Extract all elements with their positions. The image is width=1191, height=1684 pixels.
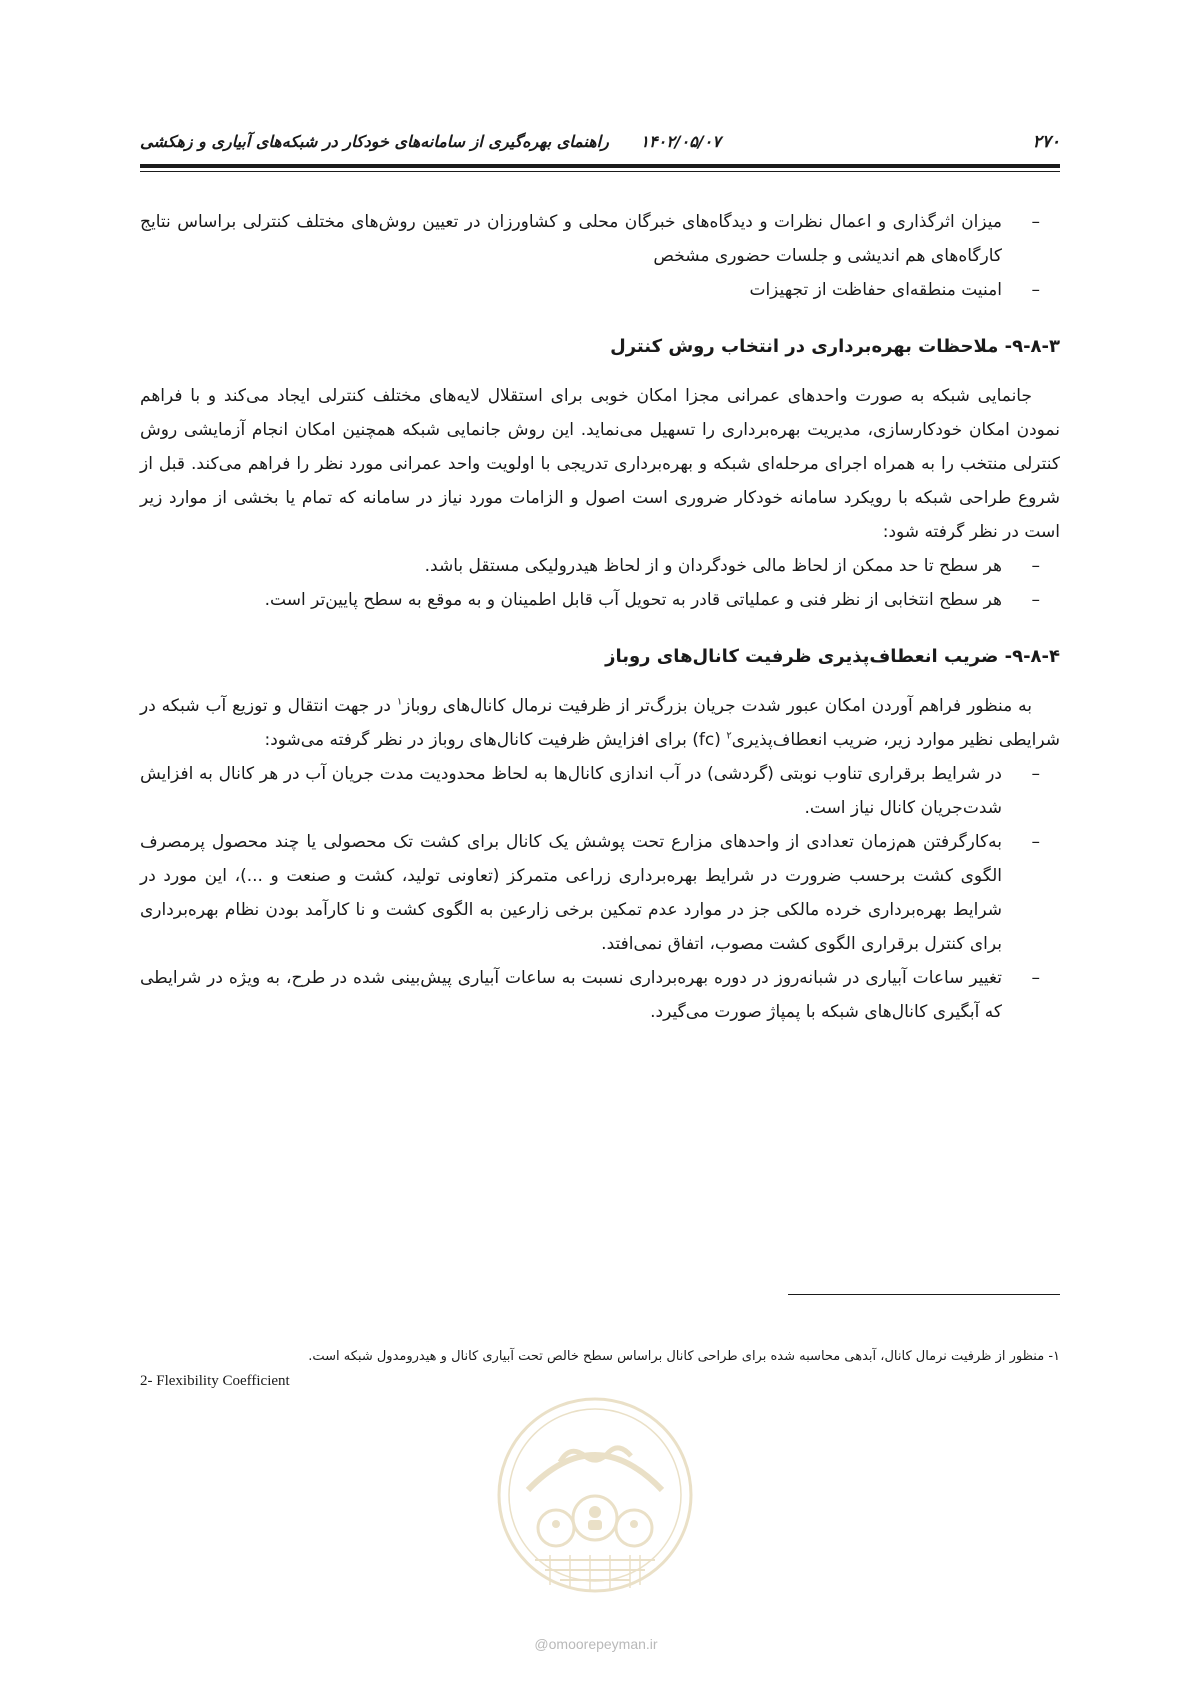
section-heading-9-8-3: ۹-۸-۳- ملاحظات بهره‌برداری در انتخاب روش کنترل — [610, 336, 1060, 357]
list-item: – امنیت منطقه‌ای حفاظت از تجهیزات — [140, 273, 1060, 307]
footnote-1: ۱- منظور از ظرفیت نرمال کانال، آبدهی محاسبه شده برای طراحی کانال براساس سطح خالص تحت آبیاری کانال و هیدرومدول شبکه است. — [308, 1349, 1060, 1364]
section-heading-9-8-4: ۹-۸-۴- ضریب انعطاف‌پذیری ظرفیت کانال‌های روباز — [605, 646, 1060, 667]
page-header — [140, 128, 1060, 162]
body-paragraph: جانمایی شبکه به صورت واحدهای عمرانی مجزا امکان خوبی برای استقلال لایه‌های مختلف کنترلی ایجاد می‌کند و با فراهم نمودن امکان خودکارسازی، مدیریت بهره‌برداری را تسهیل می‌نماید. این روش جانمایی شبکه همچنین امکان انجام آزمایشی روش کنترلی منتخب را به همراه اجرای مرحله‌ای شبکه و بهره‌برداری تدریجی با اولویت واحد عمرانی مورد نظر را فراهم می‌کند. قبل از شروع طراحی شبکه با رویکرد سامانه خودکار ضروری است اصول و الزامات مورد نیاز در سامانه که تمام یا بخشی از موارد زیر است در نظر گرفته شود: — [140, 386, 1060, 542]
page-number: ۲۷۰ — [1032, 132, 1060, 152]
header-date: ۱۴۰۲/۰۵/۰۷ — [640, 132, 721, 151]
list-item: – میزان اثرگذاری و اعمال نظرات و دیدگاه‌های خبرگان محلی و کشاورزان در تعیین روش‌های مختلف کنترلی براساس نتایج کارگاه‌های هم اندیشی و جلسات حضوری مشخص — [140, 205, 1060, 273]
book-title: راهنمای بهره‌گیری از سامانه‌های خودکار در شبکه‌های آبیاری و زهکشی — [140, 132, 609, 151]
header-rule — [140, 164, 1060, 168]
paragraph-text: به منظور فراهم آوردن امکان عبور شدت جریان بزرگ‌تر از ظرفیت نرمال کانال‌های روباز — [402, 696, 1033, 716]
symbol-fc: (fc) — [686, 730, 727, 750]
list-item: – تغییر ساعات آبیاری در شبانه‌روز در دوره بهره‌برداری نسبت به ساعات آبیاری پیش‌بینی شده در طرح، به ویژه در شرایطی که آبگیری کانال‌های شبکه با پمپاژ صورت می‌گیرد. — [140, 961, 1060, 1029]
page-body — [140, 205, 1060, 1029]
section-3-bullet-list — [140, 549, 1060, 617]
paragraph-text: در جهت انتقال و توزیع آب شبکه در شرایطی نظیر موارد زیر، ضریب انعطاف‌پذیری — [140, 696, 1060, 750]
footnote-separator — [788, 1294, 1060, 1295]
watermark-url: @omoorepeyman.ir — [534, 1636, 658, 1652]
body-paragraph — [140, 689, 1060, 757]
list-item: – هر سطح انتخابی از نظر فنی و عملیاتی قادر به تحویل آب قابل اطمینان و به موقع به سطح پایین‌تر است. — [140, 583, 1060, 617]
intro-bullet-list — [140, 205, 1060, 307]
running-title — [140, 132, 721, 151]
footnote-ref-2[interactable]: ۲ — [726, 730, 732, 742]
omoore-peyman-seal-icon — [490, 1390, 700, 1600]
footnote-2: 2- Flexibility Coefficient — [140, 1373, 290, 1389]
header-rule-thin — [140, 171, 1060, 172]
list-item: – به‌کارگرفتن هم‌زمان تعدادی از واحدهای مزارع تحت پوشش یک کانال برای کشت تک محصولی یا چند محصول پرمصرف الگوی کشت برحسب ضرورت در شرایط بهره‌برداری زراعی متمرکز (تعاونی تولید، کشت و صنعت و ...)، این مورد در شرایط بهره‌برداری خرده مالکی جز در موارد عدم تمکین برخی زارعین به الگوی کشت و نا کارآمد بودن نظام بهره‌برداری برای کنترل برقراری الگوی کشت مصوب، اتفاق نمی‌افتد. — [140, 825, 1060, 961]
paragraph-text: برای افزایش ظرفیت کانال‌های روباز در نظر گرفته می‌شود: — [264, 730, 687, 750]
list-item: – در شرایط برقراری تناوب نوبتی (گردشی) در آب اندازی کانال‌ها به لحاظ محدودیت مدت جریان آب در هر کانال به افزایش شدت‌جریان کانال نیاز است. — [140, 757, 1060, 825]
footnote-ref-1[interactable]: ۱ — [396, 696, 403, 708]
list-item: – هر سطح تا حد ممکن از لحاظ مالی خودگردان و از لحاظ هیدرولیکی مستقل باشد. — [140, 549, 1060, 583]
section-4-bullet-list — [140, 757, 1060, 1029]
